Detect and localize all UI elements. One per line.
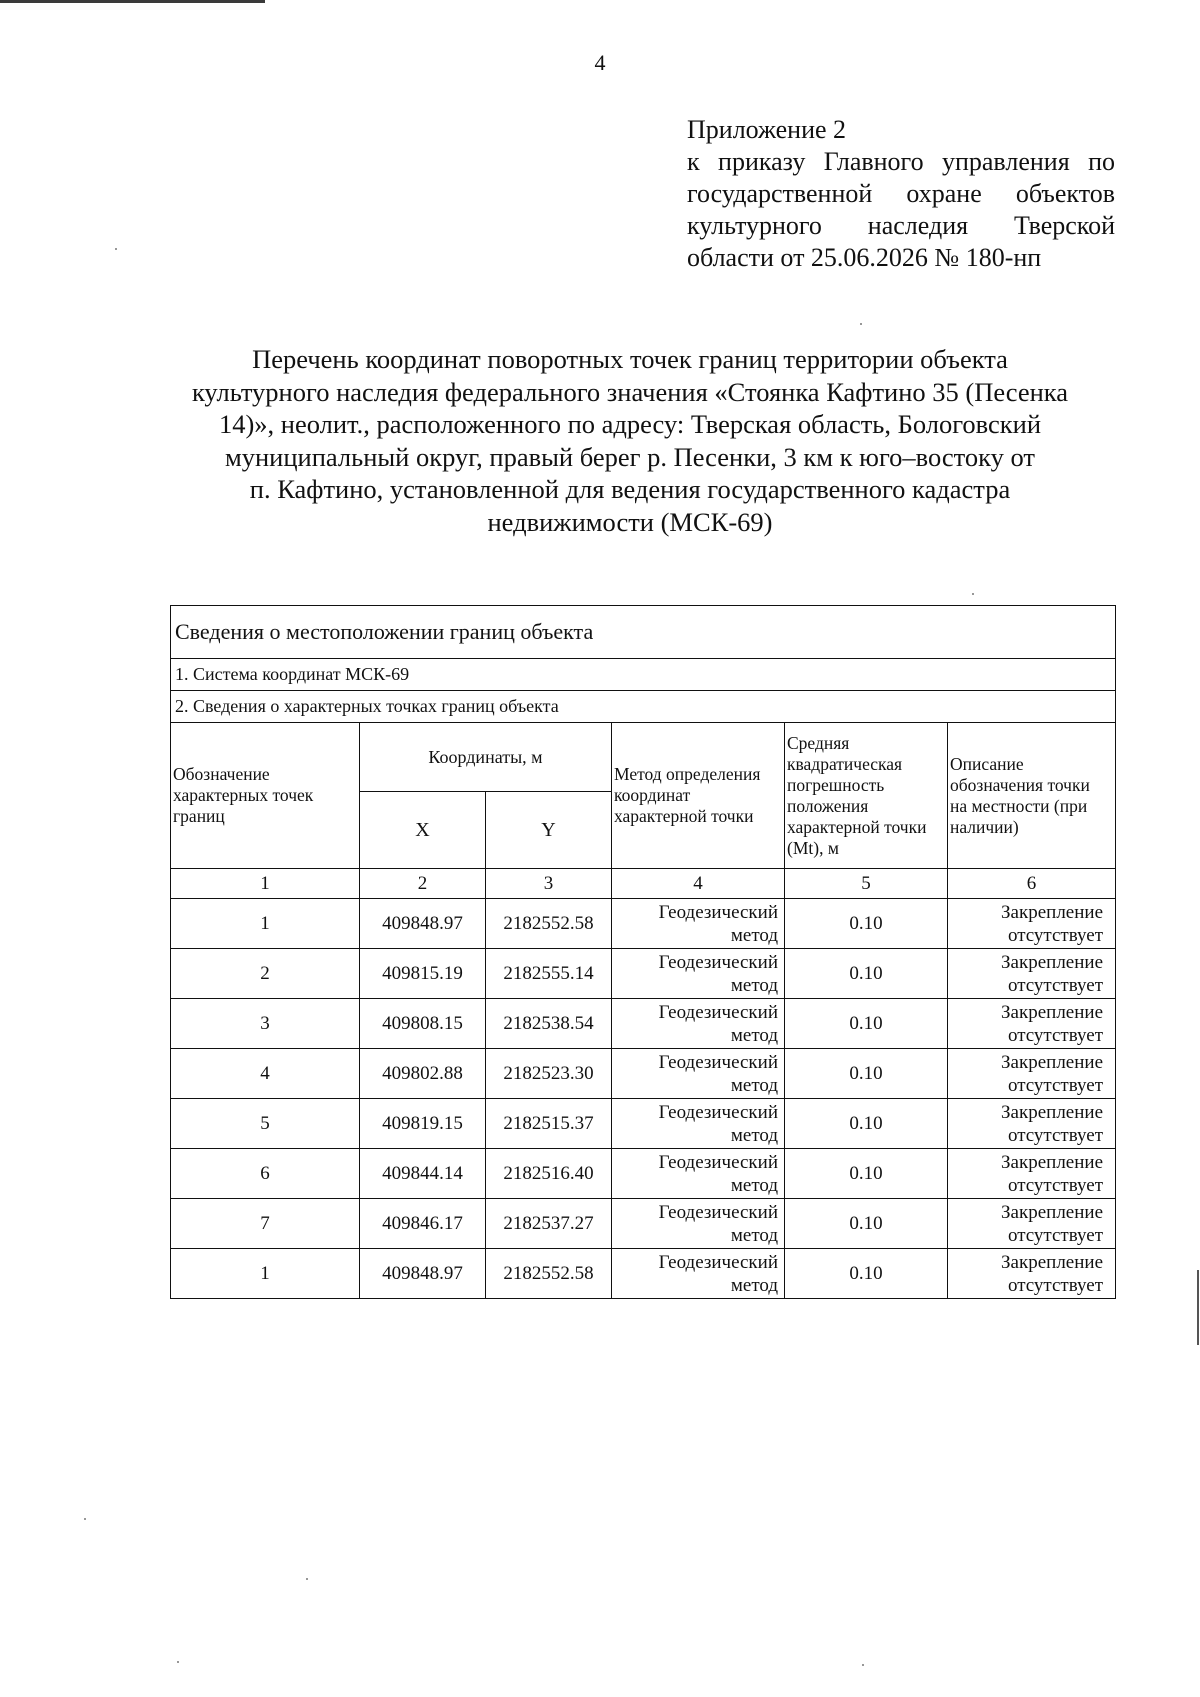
y-coordinate-cell: 2182537.27	[486, 1199, 612, 1249]
col-header-y: Y	[486, 792, 612, 869]
table-section-header-row	[171, 606, 1116, 659]
error-cell: 0.10	[785, 1049, 948, 1099]
error-cell: 0.10	[785, 949, 948, 999]
error-cell: 0.10	[785, 1099, 948, 1149]
table-section-header: Сведения о местоположении границ объекта	[171, 606, 1116, 659]
title-line: культурного наследия федерального значения «Стоянка Кафтино 35 (Песенка	[191, 376, 1069, 407]
x-coordinate-cell: 409815.19	[360, 949, 486, 999]
method-cell: Геодезический метод	[612, 1199, 785, 1249]
page-number: 4	[594, 50, 606, 75]
scan-speck	[177, 1661, 179, 1663]
document-title	[150, 343, 1110, 538]
error-cell: 0.10	[785, 899, 948, 949]
method-cell: Геодезический метод	[612, 1249, 785, 1299]
column-number: 3	[486, 869, 612, 899]
table-row	[171, 999, 1116, 1049]
scan-edge-mark	[0, 0, 265, 3]
column-number: 5	[785, 869, 948, 899]
x-coordinate-cell: 409846.17	[360, 1199, 486, 1249]
error-cell: 0.10	[785, 1149, 948, 1199]
point-number-cell: 6	[171, 1149, 360, 1199]
point-number-cell: 5	[171, 1099, 360, 1149]
method-cell: Геодезический метод	[612, 949, 785, 999]
point-number-cell: 1	[171, 1249, 360, 1299]
description-cell: Закрепление отсутствует	[948, 1199, 1116, 1249]
point-number-cell: 7	[171, 1199, 360, 1249]
description-cell: Закрепление отсутствует	[948, 899, 1116, 949]
method-cell: Геодезический метод	[612, 999, 785, 1049]
x-coordinate-cell: 409808.15	[360, 999, 486, 1049]
y-coordinate-cell: 2182552.58	[486, 899, 612, 949]
description-cell: Закрепление отсутствует	[948, 949, 1116, 999]
table-row	[171, 1099, 1116, 1149]
scan-speck	[862, 1664, 864, 1666]
title-line: муниципальный округ, правый берег р. Песенки, 3 км к юго–востоку от	[224, 441, 1036, 472]
y-coordinate-cell: 2182515.37	[486, 1099, 612, 1149]
point-number-cell: 1	[171, 899, 360, 949]
coord-system-row	[171, 659, 1116, 691]
scan-speck	[972, 593, 974, 595]
scan-edge-mark	[1197, 1270, 1199, 1345]
col-header-error: Средняя квадратическая погрешность положения характерной точки (Mt), м	[785, 723, 948, 869]
table-row	[171, 899, 1116, 949]
scan-speck	[115, 248, 117, 250]
table-row	[171, 1249, 1116, 1299]
description-cell: Закрепление отсутствует	[948, 1249, 1116, 1299]
table-row	[171, 1199, 1116, 1249]
table-row	[171, 949, 1116, 999]
x-coordinate-cell: 409848.97	[360, 1249, 486, 1299]
y-coordinate-cell: 2182552.58	[486, 1249, 612, 1299]
appendix-title: Приложение 2	[687, 115, 847, 144]
scan-speck	[860, 323, 862, 325]
coord-system-label: 1. Система координат МСК-69	[171, 659, 1116, 691]
title-line: 14)», неолит., расположенного по адресу: Тверская область, Бологовский	[218, 409, 1042, 439]
col-header-method: Метод определения координат характерной точки	[612, 723, 785, 869]
point-number-cell: 2	[171, 949, 360, 999]
description-cell: Закрепление отсутствует	[948, 1099, 1116, 1149]
description-cell: Закрепление отсутствует	[948, 1149, 1116, 1199]
coordinates-table	[170, 605, 1116, 1299]
point-number-cell: 3	[171, 999, 360, 1049]
description-cell: Закрепление отсутствует	[948, 999, 1116, 1049]
error-cell: 0.10	[785, 1199, 948, 1249]
col-header-description: Описание обозначения точки на местности (при наличии)	[948, 723, 1116, 869]
description-cell: Закрепление отсутствует	[948, 1049, 1116, 1099]
scan-speck	[84, 1518, 86, 1520]
x-coordinate-cell: 409844.14	[360, 1149, 486, 1199]
point-number-cell: 4	[171, 1049, 360, 1099]
column-number: 1	[171, 869, 360, 899]
scan-speck	[306, 1578, 308, 1580]
x-coordinate-cell: 409819.15	[360, 1099, 486, 1149]
x-coordinate-cell: 409802.88	[360, 1049, 486, 1099]
method-cell: Геодезический метод	[612, 1049, 785, 1099]
method-cell: Геодезический метод	[612, 1149, 785, 1199]
title-line: недвижимости (МСК-69)	[487, 506, 773, 537]
col-header-coordinates: Координаты, м	[360, 723, 612, 792]
title-line: Перечень координат поворотных точек границ территории объекта	[252, 344, 1008, 374]
y-coordinate-cell: 2182523.30	[486, 1049, 612, 1099]
column-number-row	[171, 869, 1116, 899]
column-header-row	[171, 723, 1116, 792]
error-cell: 0.10	[785, 1249, 948, 1299]
appendix-body: к приказу Главного управления по государственной охране объектов культурного наследия Тверской области от 25.06.2026 № 180-нп	[687, 147, 1115, 272]
y-coordinate-cell: 2182516.40	[486, 1149, 612, 1199]
column-number: 4	[612, 869, 785, 899]
y-coordinate-cell: 2182538.54	[486, 999, 612, 1049]
col-header-designation: Обозначение характерных точек границ	[171, 723, 360, 869]
col-header-x: X	[360, 792, 486, 869]
appendix-block	[687, 114, 1115, 274]
y-coordinate-cell: 2182555.14	[486, 949, 612, 999]
table-row	[171, 1149, 1116, 1199]
title-line: п. Кафтино, установленной для ведения государственного кадастра	[249, 474, 1011, 504]
points-header-row	[171, 691, 1116, 723]
x-coordinate-cell: 409848.97	[360, 899, 486, 949]
method-cell: Геодезический метод	[612, 1099, 785, 1149]
column-number: 6	[948, 869, 1116, 899]
table-row	[171, 1049, 1116, 1099]
method-cell: Геодезический метод	[612, 899, 785, 949]
points-header-label: 2. Сведения о характерных точках границ объекта	[171, 691, 1116, 723]
column-number: 2	[360, 869, 486, 899]
error-cell: 0.10	[785, 999, 948, 1049]
